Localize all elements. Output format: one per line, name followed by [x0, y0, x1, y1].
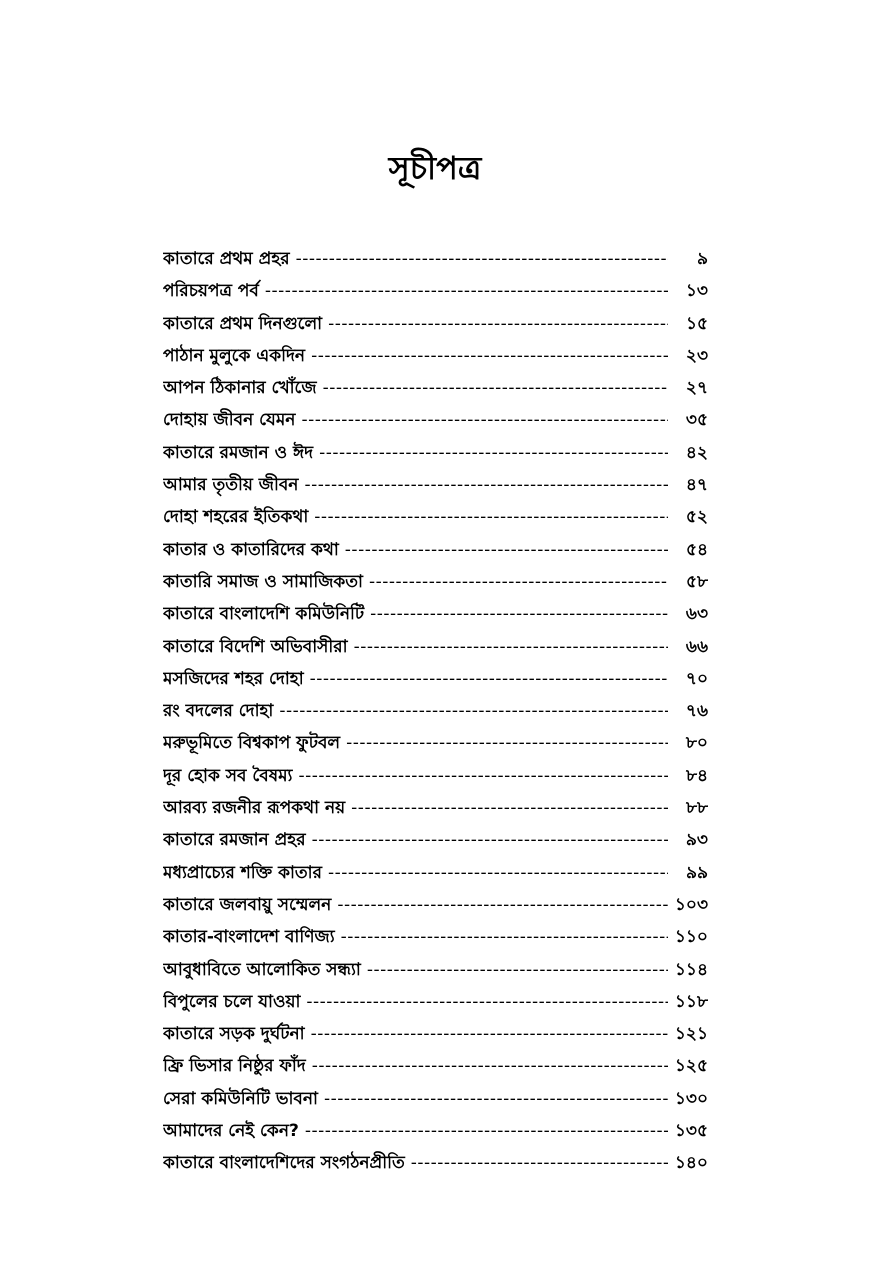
toc-entry-title: সেরা কমিউনিটি ভাবনা	[163, 1088, 318, 1109]
dot-leader	[296, 243, 668, 275]
dot-leader	[351, 792, 668, 824]
toc-entry	[163, 1115, 708, 1147]
dot-leader	[319, 437, 668, 469]
toc-entry-title: কাতারে বিদেশি অভিবাসীরা	[163, 636, 348, 657]
toc-entry	[163, 857, 708, 889]
dot-leader	[298, 760, 668, 792]
toc-entry-title: কাতার-বাংলাদেশ বাণিজ্য	[163, 927, 335, 948]
dot-leader	[324, 1083, 668, 1115]
dot-leader	[323, 372, 668, 404]
toc-entry-page-number: ২৭	[685, 378, 708, 399]
toc-entry-title: মধ্যপ্রাচ্যের শক্তি কাতার	[163, 862, 322, 883]
toc-entry-title: মসজিদের শহর দোহা	[163, 668, 304, 689]
toc-entry	[163, 921, 708, 953]
toc-entry-page-number: ৬৩	[685, 604, 708, 625]
dot-leader	[305, 1115, 668, 1147]
dot-leader	[312, 1050, 668, 1082]
toc-entry-page-number: ১৪০	[674, 1153, 708, 1174]
dot-leader	[328, 308, 668, 340]
dot-leader	[312, 824, 668, 856]
toc-entry-page-number: ৮০	[685, 733, 708, 754]
toc-entry	[163, 889, 708, 921]
toc-entry	[163, 792, 708, 824]
toc-entry	[163, 1147, 708, 1179]
toc-entry-title: আপন ঠিকানার খোঁজে	[163, 378, 317, 399]
toc-entry	[163, 824, 708, 856]
toc-entry-page-number: ৯৩	[685, 830, 708, 851]
toc-entry	[163, 1018, 708, 1050]
toc-entry-title: পরিচয়পত্র পর্ব	[163, 281, 259, 302]
toc-entry	[163, 663, 708, 695]
table-of-contents	[163, 243, 708, 1180]
toc-entry-page-number: ৫৮	[685, 571, 708, 592]
toc-entry-page-number: ৬৬	[685, 636, 708, 657]
toc-entry-page-number: ৭০	[685, 668, 708, 689]
toc-entry-page-number: ১৫	[685, 313, 708, 334]
toc-entry-title: ফ্রি ভিসার নিষ্ঠুর ফাঁদ	[163, 1056, 306, 1077]
toc-entry	[163, 695, 708, 727]
toc-entry-title: কাতারি সমাজ ও সামাজিকতা	[163, 571, 363, 592]
dot-leader	[306, 986, 668, 1018]
toc-entry-page-number: ১০৩	[674, 894, 708, 915]
toc-entry-title: কাতারে রমজান প্রহর	[163, 830, 306, 851]
dot-leader	[346, 727, 668, 759]
toc-entry-title: পাঠান মুলুকে একদিন	[163, 345, 306, 366]
toc-entry	[163, 631, 708, 663]
toc-entry	[163, 534, 708, 566]
toc-entry-page-number: ১২৫	[674, 1056, 708, 1077]
dot-leader	[345, 534, 668, 566]
toc-entry	[163, 404, 708, 436]
toc-entry	[163, 372, 708, 404]
toc-entry	[163, 275, 708, 307]
toc-entry-page-number: ৩৫	[685, 410, 708, 431]
toc-entry-page-number: ৪৭	[685, 475, 708, 496]
dot-leader	[367, 954, 668, 986]
toc-entry-page-number: ১১০	[674, 927, 708, 948]
toc-entry-title: দোহায় জীবন যেমন	[163, 410, 296, 431]
dot-leader	[304, 469, 668, 501]
toc-entry	[163, 598, 708, 630]
toc-entry-page-number: ৭৬	[685, 701, 708, 722]
toc-entry-title: আমাদের নেই কেন?	[163, 1121, 299, 1142]
toc-entry-page-number: ৪২	[685, 442, 708, 463]
toc-entry	[163, 501, 708, 533]
toc-entry-title: কাতারে বাংলাদেশি কমিউনিটি	[163, 604, 365, 625]
toc-entry	[163, 954, 708, 986]
toc-entry-title: আমার তৃতীয় জীবন	[163, 475, 299, 496]
toc-entry-title: কাতারে রমজান ও ঈদ	[163, 442, 314, 463]
toc-entry	[163, 243, 708, 275]
toc-entry-title: বিপুলের চলে যাওয়া	[163, 991, 301, 1012]
toc-entry-page-number: ১২১	[674, 1024, 708, 1045]
toc-entry	[163, 340, 708, 372]
toc-entry-page-number: ১১৮	[674, 991, 708, 1012]
toc-entry	[163, 1083, 708, 1115]
toc-entry-page-number: ৮৮	[685, 798, 708, 819]
toc-entry-page-number: ৯	[696, 249, 708, 269]
toc-entry	[163, 1050, 708, 1082]
toc-entry-title: দোহা শহরের ইতিকথা	[163, 507, 309, 528]
toc-entry-page-number: ১৩০	[674, 1088, 708, 1109]
toc-entry-title: কাতারে জলবায়ু সম্মেলন	[163, 894, 332, 915]
dot-leader	[279, 695, 668, 727]
toc-entry	[163, 469, 708, 501]
dot-leader	[311, 340, 668, 372]
toc-entry-title: কাতারে প্রথম দিনগুলো	[163, 313, 323, 334]
dot-leader	[314, 501, 668, 533]
toc-entry-title: দূর হোক সব বৈষম্য	[163, 765, 293, 786]
toc-entry-page-number: ৯৯	[685, 862, 708, 883]
toc-entry	[163, 308, 708, 340]
toc-entry-title: কাতারে প্রথম প্রহর	[163, 249, 290, 269]
toc-entry-page-number: ৫২	[685, 507, 708, 528]
toc-entry-title: রং বদলের দোহা	[163, 701, 274, 722]
toc-entry-title: কাতারে বাংলাদেশিদের সংগঠনপ্রীতি	[163, 1153, 405, 1174]
toc-entry-title: কাতার ও কাতারিদের কথা	[163, 539, 339, 560]
dot-leader	[301, 404, 668, 436]
toc-entry-page-number: ৮৪	[685, 765, 708, 786]
toc-entry-page-number: ১৩৫	[674, 1121, 708, 1142]
dot-leader	[341, 921, 668, 953]
dot-leader	[328, 857, 668, 889]
dot-leader	[411, 1147, 668, 1179]
dot-leader	[265, 275, 668, 307]
dot-leader	[354, 631, 668, 663]
toc-entry	[163, 437, 708, 469]
toc-entry	[163, 760, 708, 792]
toc-entry-page-number: ১৩	[685, 281, 708, 302]
toc-entry	[163, 727, 708, 759]
toc-entry-title: আরব্য রজনীর রূপকথা নয়	[163, 798, 346, 819]
toc-entry-page-number: ৫৪	[685, 539, 708, 560]
dot-leader	[337, 889, 668, 921]
toc-entry-page-number: ১১৪	[674, 959, 708, 980]
dot-leader	[369, 566, 668, 598]
toc-entry-page-number: ২৩	[685, 345, 708, 366]
dot-leader	[370, 598, 668, 630]
page-title: সূচীপত্র	[388, 149, 482, 187]
dot-leader	[310, 663, 668, 695]
toc-entry	[163, 566, 708, 598]
toc-entry-title: মরুভূমিতে বিশ্বকাপ ফুটবল	[163, 733, 341, 754]
toc-entry-title: কাতারে সড়ক দুর্ঘটনা	[163, 1024, 305, 1045]
toc-entry-title: আবুধাবিতে আলোকিত সন্ধ্যা	[163, 959, 361, 980]
dot-leader	[311, 1018, 668, 1050]
toc-entry	[163, 986, 708, 1018]
